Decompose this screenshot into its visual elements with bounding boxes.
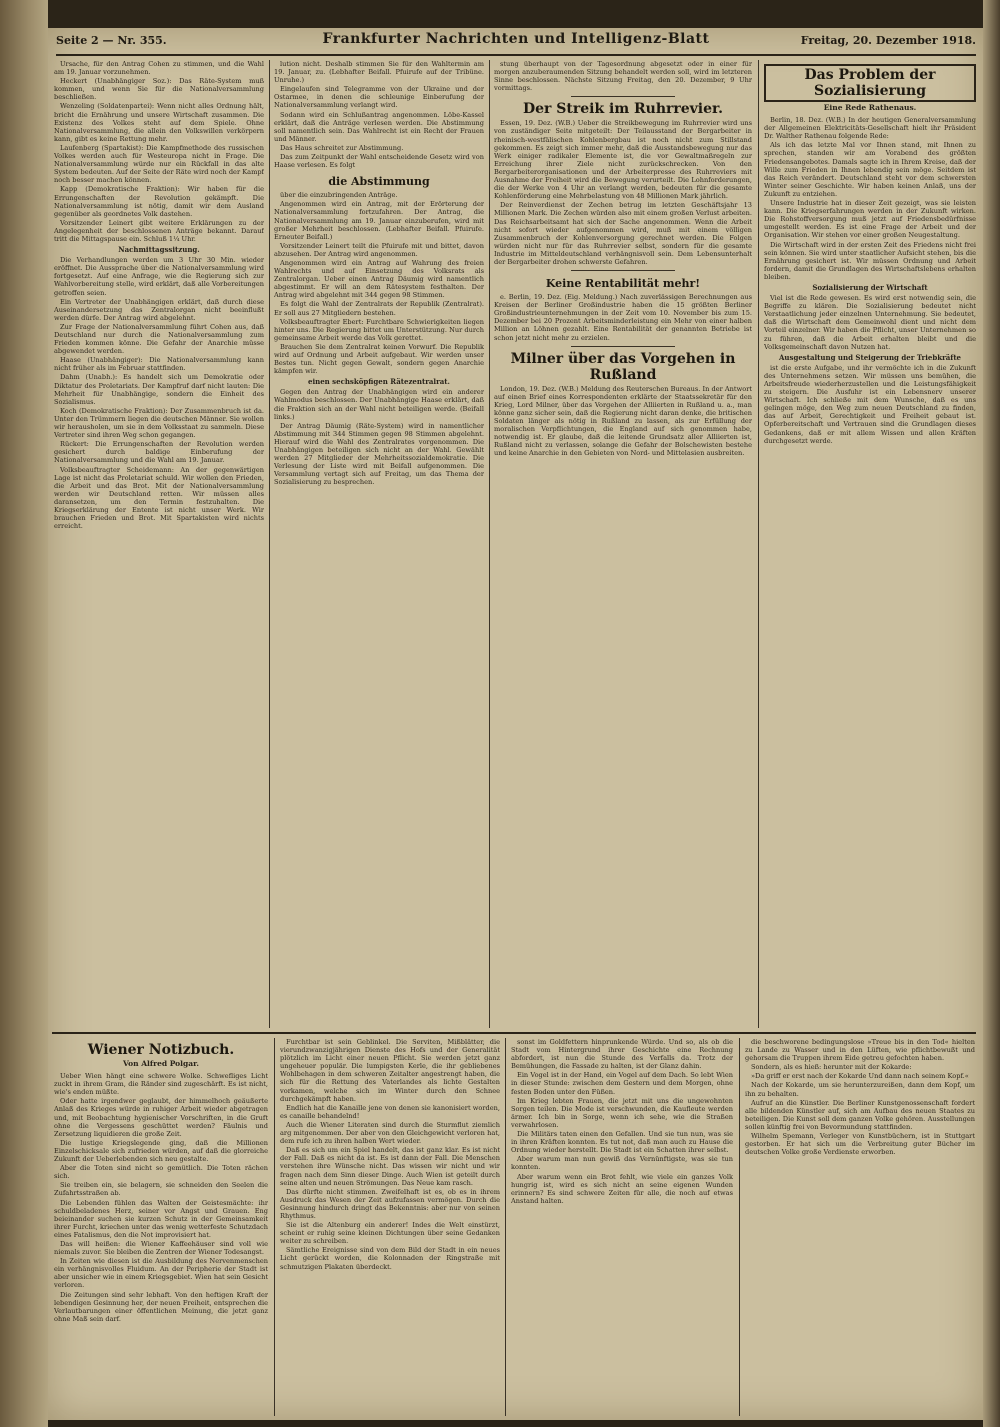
paragraph: »Da griff er erst nach der Kokarde Und dann nach seinem Kopf.«: [751, 1072, 969, 1081]
paragraph: Die Zeitungen sind sehr lebhaft. Von den heftigen Kraft der lebendigen Gesinnung her, der neuen Freiheit, entsprechen die Verlautbarungen einer öffentlichen Meinung, die jetzt ganz ohne Maß sein darf.: [54, 1290, 268, 1323]
paragraph: Wenzeling (Soldatenpartei): Wenn nicht alles Ordnung hält, bricht die Ernährung und unsere Wirtschaft zusammen. Die Existenz des Volkes steht auf dem Spiele. Ohne Nationalversammlung, die allein den Volkswillen verkörpern kann, gibt es keine Rettung mehr.: [54, 102, 264, 143]
paragraph: Der Antrag Däumig (Räte-System) wird in namentlicher Abstimmung mit 344 Stimmen gegen 98 Stimmen abgelehnt. Hierauf wird die Wahl des Zentralrates vorgenommen. Die Unabhängigen beteiligen sich nicht an der Wahl. Gewählt werden 27 Mitglieder der Mehrheitssozialdemokratie. Die Verlesung der Liste wird mit Beifall aufgenommen. Die Versammlung vertagt sich auf Freitag, um das Thema der Sozialisierung zu besprechen.: [274, 421, 484, 487]
column-rule: [274, 1038, 275, 1416]
paragraph: Sie treiben ein, sie belagern, sie schneiden den Seelen die Zufahrtsstraßen ab.: [54, 1181, 268, 1198]
column-1: [54, 60, 264, 1028]
paragraph: Ursache, für den Antrag Cohen zu stimmen, und die Wahl am 19. Januar vorzunehmen.: [54, 60, 264, 77]
column-rule: [758, 60, 759, 1028]
paragraph: Brauchen Sie dem Zentralrat keinen Vorwurf. Die Republik wird auf Ordnung und Arbeit aufgebaut. Wir werden unser Bestes tun. Nicht gegen Gewalt, sondern gegen Anarchie kämpfen wir.: [274, 342, 484, 376]
paragraph: Die lustige Kriegslegende ging, daß die Millionen Einzelschicksale sich zufrieden würden, auf daß die glorreiche Zukunft der Ueberlebenden sich neu gestalte.: [54, 1138, 268, 1164]
paragraph: stung überhaupt von der Tagesordnung abgesetzt oder in einer für morgen anzuberaumenden Sitzung behandelt werden soll, wird im letzteren Sinne beschlossen. Nächste Sitzung Freitag, den 20. Dezember, 9 Uhr vormittags.: [494, 60, 752, 93]
page-number: Seite 2 — Nr. 355.: [56, 34, 167, 47]
page-header: [56, 28, 976, 56]
paragraph: Zur Frage der Nationalversammlung führt Cohen aus, daß Deutschland nur durch die Nationalversammlung zum Frieden kommen könne. Die Gefahr der Anarchie müsse abgewendet werden.: [54, 322, 264, 356]
feuilleton-divider: [52, 1032, 976, 1034]
paragraph: Endlich hat die Kanaille jene von denen sie kanonisiert worden, es canaille behandelnd!: [280, 1103, 500, 1120]
paragraph: Der Reinverdienst der Zechen betrug im letzten Geschäftsjahr 13 Millionen Mark. Die Zechen würden also mit einem großen Verlust arbeiten. Das Reichsarbeitsamt hat sich der Sache angenommen. Wenn die Arbeit nicht sofort wieder aufgenommen wird, muß mit einem völligen Zusammenbruch der Kohlenversorgung gerechnet werden. Die Folgen würden nicht nur für das Ruhrrevier selbst, sondern für die gesamte Industrie im Mitteldeutschland verhängnisvoll sein. Dem Lebensunterhalt der Bergarbeiter drohen schwerste Gefahren.: [494, 201, 752, 266]
paragraph: über die einzubringenden Anträge.: [280, 191, 398, 200]
paragraph: Viel ist die Rede gewesen. Es wird erst notwendig sein, die Begriffe zu klären. Die Sozialisierung bedeutet nicht Verstaatlichung jeder einzelnen Unternehmung. Sie bedeutet, daß die Wirtschaft dem Gemeinwohl dient und nicht dem Vorteil einzelner. Wir haben die Pflicht, unser Unternehmen so zu führen, daß die Arbeit erhalten bleibt und die Volksgemeinschaft davon Nutzen hat.: [764, 294, 976, 351]
paragraph: Haase (Unabhängiger): Die Nationalversammlung kann nicht früher als im Februar stattfinden.: [54, 356, 264, 373]
paragraph: Daß es sich um ein Spiel handelt, das ist ganz klar. Es ist nicht der Fall. Daß es nicht da ist. Es ist dann der Fall. Die Menschen verstehen ihre Wünsche nicht. Das wissen wir nicht und wir fragen nach dem Sinn dieser Dinge. Auch Wien ist geteilt durch seine alten und neuen Strömungen. Das Neue kam rasch.: [280, 1146, 500, 1187]
newspaper-title: Frankfurter Nachrichten und Intelligenz-Blatt: [322, 31, 710, 47]
divider-rule: [571, 96, 674, 97]
paragraph: Die Militärs taten einen den Gefallen. Und sie tun nun, was sie in ihren Kräften konnten. Es tut not, daß man auch zu Hause die Ordnung wieder herstellt. Die Stadt ist ein Schatten ihrer selbst.: [511, 1130, 733, 1155]
paragraph: Volksbeauftragter Ebert: Furchtbare Schwierigkeiten liegen hinter uns. Die Regierung bittet um Unterstützung. Nur durch gemeinsame Arbeit werde das Volk gerettet.: [274, 317, 484, 342]
feuilleton-title: Wiener Notizbuch.: [87, 1042, 235, 1058]
section-subheading: Nachmittagssitzung.: [118, 245, 200, 255]
paragraph: Dahm (Unabh.): Es handelt sich um Demokratie oder Diktatur des Proletariats. Der Kampfruf darf nicht lauten: Die Mehrheit für Unabhängige, sondern die Einheit des Sozialismus.: [54, 373, 264, 406]
article-headline: Das Problem der Sozialisierung: [764, 64, 976, 102]
paragraph: Koch (Demokratische Fraktion): Der Zusammenbruch ist da. Unter den Trümmern liegen die deutschen Männer. Sie wollen wir herausholen, um sie in dem Volksstaat zu sammeln. Diese Vertreter sind ihren Weg schon gegangen.: [54, 406, 264, 440]
paragraph: Aber die Toten sind nicht so gemütlich. Die Toten rächen sich.: [54, 1164, 268, 1181]
paragraph: Angenommen wird ein Antrag auf Wahrung des freien Wahlrechts und auf Einsetzung des Volksrats als Zentralorgan. Ueber einen Antrag Däumig wird namentlich abgestimmt. Er will an dem Rätesystem festhalten. Der Antrag wird abgelehnt mit 344 gegen 98 Stimmen.: [274, 258, 484, 300]
paragraph: Laufenberg (Spartakist): Die Kampfmethode des russischen Volkes werden auch für Westeuropa nicht in Frage. Die Nationalversammlung würde nur ein Rückfall in das alte System bedeuten. Auf der Seite der Räte wird noch der Kampf noch besser machen können.: [54, 143, 264, 185]
paragraph: ist die erste Aufgabe, und ihr vermöchte ich in die Zukunft des Unternehmens setzen. Wir müssen uns bemühen, die Arbeitsfreude wiederherzustellen und die Leistungsfähigkeit zu steigern. Die Ausfuhr ist ein Lebensnerv unserer Wirtschaft. Ich schließe mit dem Wunsche, daß es uns gelingen möge, den Weg zum neuen Deutschland zu finden, das auf Arbeit, Gerechtigkeit und Freiheit gebaut ist. Opferbereitschaft und Vertrauen sind die Grundlagen dieses Gedankens, daß er mit allem Wissen und allen Kräften durchgesetzt werde.: [764, 363, 976, 445]
paragraph: Eingelaufen sind Telegramme von der Ukraine und der Ostarmee, in denen die schleunige Einberufung der Nationalversammlung verlangt wird.: [274, 85, 484, 110]
section-subheading: einen sechsköpfigen Rätezentralrat.: [308, 377, 450, 387]
column-3: [494, 60, 752, 1028]
paragraph: Nach der Kokarde, um sie herunterzureißen, dann dem Kopf, um ihn zu behalten.: [745, 1081, 975, 1098]
paragraph: In Zeiten wie diesen ist die Ausbildung des Nervenmenschen ein verhängnisvolles Fluidum. An der Peripherie der Stadt ist aber unsicher wie in einem Kriegsgebiet. Wien hat sein Gesicht verloren.: [54, 1257, 268, 1290]
paragraph: Unsere Industrie hat in dieser Zeit gezeigt, was sie leisten kann. Die Kriegserfahrungen werden in der Zukunft wirken. Die Rohstoffversorgung muß jetzt auf Friedensbedürfnisse umgestellt werden. Es ist eine Frage der Arbeit und der Organisation. Wir stehen vor einer großen Neugestaltung.: [764, 199, 976, 240]
paragraph: Essen, 19. Dez. (W.B.) Ueber die Streikbewegung im Ruhrrevier wird uns von zuständiger Seite mitgeteilt: Der Teilausstand der Bergarbeiter in rheinisch-westfälischen Kohlenbergbau ist noch nicht zum Stillstand gekommen. Es zeigt sich immer mehr, daß die Ausstandsbewegung nur das Werk einiger radikaler Elemente ist, die vor Gewaltmaßregeln zur Erreichung ihrer Ziele nicht zurückschrecken. Von den Bergarbeiterorganisationen und der Arbeiterpresse des Ruhrreviers mit Ausnahme der Freiheit wird die Bewegung verurteilt. Die Lohnforderungen, die der Werke von 4 Uhr an verlangt werden, bedeuten für die gesamte Kohlenförderung eine Mehrbelastung von 48 Millionen Mark jährlich.: [494, 119, 752, 201]
paragraph: Als ich das letzte Mal vor Ihnen stand, mit Ihnen zu sprechen, standen wir am Vorabend des größten Friedensangebotes. Damals sagte ich in Ihrem Kreise, daß der Wille zum Frieden in Ihnen lebendig sein möge. Seitdem ist das Reich verändert. Deutschland steht vor dem schwersten Winter seiner Geschichte. Wir haben keinen Anlaß, uns der Zukunft zu entziehen.: [764, 141, 976, 198]
paragraph: Kapp (Demokratische Fraktion): Wir haben für die Errungenschaften der Revolution gekämpft. Die Nationalversammlung ist nötig, damit wir dem Ausland gegenüber als geordnetes Volk dastehen.: [54, 185, 264, 218]
paragraph: Wilhelm Spemann, Verleger von Kunstbüchern, ist in Stuttgart gestorben. Er hat sich um die Verbreitung guter Bücher im deutschen Volke große Verdienste erworben.: [745, 1132, 975, 1157]
paragraph: Die Wirtschaft wird in der ersten Zeit des Friedens nicht frei sein können. Sie wird unter staatlicher Aufsicht stehen, bis die Ernährung gesichert ist. Wir müssen Ordnung und Arbeit fordern, damit die Grundlagen des Wirtschaftslebens erhalten bleiben.: [764, 240, 976, 281]
paragraph: Aber warum wenn ein Brot fehlt, wie viele ein ganzes Volk hungrig ist, wird es sich nicht an seine eigenen Wunden erinnern? Es sind schwere Zeiten für alle, die noch auf etwas Anstand halten.: [511, 1172, 733, 1205]
paragraph: e. Berlin, 19. Dez. (Eig. Meldung.) Nach zuverlässigen Berechnungen aus Kreisen der Berliner Großindustrie haben die 15 größten Berliner Großindustrieunternehmungen in der Zeit vom 10. November bis zum 15. Dezember bei 20 Prozent Arbeitsminderleistung ein Mehr von einer halben Million an Löhnen gezahlt. Eine Rentabilität der genannten Betriebe ist schon jetzt nicht mehr zu erzielen.: [494, 293, 752, 342]
feuilleton-column-4: [745, 1038, 975, 1416]
paragraph: sonst im Goldfettern hinprunkende Würde. Und so, als ob die Stadt vom Hintergrund ihrer Geschichte eine Rechnung abfordert, ist nun die Stunde des Verfalls da. Trotz der Bemühungen, die Fassade zu halten, ist der Glanz dahin.: [511, 1038, 733, 1071]
paragraph: Oder hatte irgendwer geglaubt, der himmelhoch geäußerte Anlaß des Krieges würde in ruhiger Arbeit wieder abgetragen und, mit Beobachtung hygienischer Vorschriften, in die Gruft ohne die Vergessens geschüttet werden? Fäulnis und Zersetzung liquidieren die große Zeit.: [54, 1097, 268, 1138]
article-byline: Eine Rede Rathenaus.: [823, 103, 917, 112]
paragraph: die beschworene bedingungslose »Treue bis in den Tod« hielten zu Lande zu Wasser und in den Lüften, wie pflichtbewußt und gehorsam die Truppen ihrem Eide getreu gefochten haben.: [745, 1038, 975, 1063]
section-subheading: Ausgestaltung und Steigerung der Triebkräfte: [778, 352, 962, 362]
paragraph: lution nicht. Deshalb stimmen Sie für den Wahltermin am 19. Januar, zu. (Lebhafter Beifall. Pfuirufe auf der Tribüne. Unruhe.): [274, 60, 484, 85]
paragraph: Das will heißen: die Wiener Kaffeehäuser sind voll wie niemals zuvor. Sie bleiben die Zentren der Wiener Todesangst.: [54, 1239, 268, 1257]
paragraph: Aber warum man nun gewiß das Vernünftigste, was sie tun konnten.: [511, 1155, 733, 1172]
right-page-edge: [983, 0, 1000, 1427]
divider-rule: [571, 270, 674, 271]
column-rule: [489, 60, 490, 1028]
paragraph: Ein Vertreter der Unabhängigen erklärt, daß durch diese Auseinandersetzung das Zentralorgan nicht beeinflußt werden dürfe. Der Antrag wird abgelehnt.: [54, 297, 264, 322]
paragraph: Auch die Wiener Literaten sind durch die Sturmflut ziemlich arg mitgenommen. Der aber von den Gleichgewicht verloren hat, dem rufe ich zu ihren halben Wert wieder.: [280, 1120, 500, 1146]
feuilleton-column-3: [511, 1038, 733, 1416]
paragraph: London, 19. Dez. (W.B.) Meldung des Reuterschen Bureaus. In der Antwort auf einen Brief eines Korrespondenten erklärte der Staatssekretär für den Krieg, Lord Milner, über das Vorgehen der Alliierten in Rußland u. a., man könne ganz sicher sein, daß die Regierung nicht daran denke, die britischen Soldaten länger als nötig in Rußland zu lassen, als zur Erfüllung der moralischen Verpflichtungen, die England auf sich genommen habe, notwendig ist. Er glaube, daß die leitende Grundsatz aller Alliierten ist, Rußland nicht zu verlassen, solange die Gefahr der Bolschewisten bestehe und keine Anarchie in den Gebieten von Nord- und Mittelasien ausbreiten.: [494, 384, 752, 458]
paragraph: Sämtliche Ereignisse sind von dem Bild der Stadt in ein neues Licht gerückt worden, die Kolonnaden der Ringstraße mit schmutzigen Plakaten überdeckt.: [280, 1246, 500, 1271]
paragraph: Das zum Zeitpunkt der Wahl entscheidende Gesetz wird von Haase verlesen. Es folgt: [274, 153, 484, 170]
paragraph: Volksbeauftragter Scheidemann: An der gegenwärtigen Lage ist nicht das Proletariat schuld. Wir wollen den Frieden, die Arbeit und das Brot. Mit der Nationalversammlung werden wir Deutschland retten. Wir müssen alles daransetzen, um den Termin festzuhalten. Die Kriegserklärung der Entente ist nicht unser Werk. Wir brauchen Frieden und Brot. Mit Spartakisten wird nichts erreicht.: [54, 465, 264, 531]
paragraph: Es folgt die Wahl der Zentralrats der Republik (Zentralrat). Er soll aus 27 Mitgliedern bestehen.: [274, 300, 484, 317]
paragraph: Sie ist die Altenburg ein anderer! Indes die Welt einstürzt, scheint er ruhig seine kleinen Dichtungen über seine Gedanken weiter zu schreiben.: [280, 1221, 500, 1246]
section-subheading: Sozialisierung der Wirtschaft: [812, 282, 928, 292]
column-rule: [739, 1038, 740, 1416]
section-heading: die Abstimmung: [328, 175, 430, 189]
paragraph: Furchtbar ist sein Geblinkel. Die Serviten, Mißblätter, die vierundzwanzigjährigen Dienste des Hofs und der Generalität plötzlich im Licht einer neuen Pflicht. Sie werden jetzt ganz ungeheuer populär. Die lumpigsten Kerle, die ihr gebliebenes Wohlbehagen in dem schweren Zeitalter angestrengt haben, die sich für die Rettung des Vaterlandes als lichte Gestalten vorkamen, welche sich im Winter durch den Schnee durchgekämpft haben.: [280, 1038, 500, 1103]
column-4: [764, 60, 976, 1028]
paragraph: Die Verhandlungen werden um 3 Uhr 30 Min. wieder eröffnet. Die Aussprache über die Nationalversammlung wird fortgesetzt. Auf eine Anfrage, wie die Regierung sich zur Wahlvorbereitung stelle, wird erklärt, daß alle Vorbereitungen getroffen seien.: [54, 256, 264, 297]
paragraph: Rückert: Die Errungenschaften der Revolution werden gesichert durch baldige Einberufung der Nationalversammlung und die Wahl am 19. Januar.: [54, 440, 264, 465]
paragraph: Ueber Wien hängt eine schwere Wolke. Schwefliges Licht zuckt in ihrem Gram, die Ränder sind zugeschärft. Es ist nicht, wie's enden müßte.: [54, 1072, 268, 1097]
paragraph: Das Haus schreitet zur Abstimmung.: [280, 143, 404, 152]
paragraph: Ein Vogel ist in der Hand, ein Vogel auf dem Dach. So lebt Wien in dieser Stunde: zwischen dem Gestern und dem Morgen, ohne festen Boden unter den Füßen.: [511, 1071, 733, 1096]
paragraph: Angenommen wird ein Antrag, mit der Erörterung der Nationalversammlung fortzufahren. Der Antrag, die Nationalversammlung am 19. Januar einzuberufen, wird mit großer Mehrheit beschlossen. (Lebhafter Beifall. Pfuirufe. Erneuter Beifall.): [274, 200, 484, 241]
paragraph: Vorsitzender Leinert teilt die Pfuirufe mit und bittet, davon abzusehen. Der Antrag wird angenommen.: [274, 241, 484, 258]
paragraph: Im Krieg lebten Frauen, die jetzt mit uns die ungewohnten Sorgen teilen. Die Mode ist verschwunden, die Kaufleute werden ärmer. Ich bin in Sorge, wenn ich sehe, wie die Straßen verwahrlosen.: [511, 1096, 733, 1129]
column-rule: [505, 1038, 506, 1416]
article-headline: Keine Rentabilität mehr!: [545, 277, 701, 291]
paragraph: Aufruf an die Künstler. Die Berliner Kunstgenossenschaft fordert alle bildenden Künstler auf, sich am Aufbau des neuen Staates zu beteiligen. Die Kunst soll dem ganzen Volke gehören. Ausstellungen sollen künftig frei von Bevormundung stattfinden.: [745, 1098, 975, 1131]
paragraph: Berlin, 18. Dez. (W.B.) In der heutigen Generalversammlung der Allgemeinen Elektricitäts-Gesellschaft hielt ihr Präsident Dr. Walther Rathenau folgende Rede:: [764, 116, 976, 141]
divider-rule: [571, 346, 674, 347]
article-headline: Milner über das Vorgehen in Rußland: [510, 350, 736, 383]
paragraph: Sodann wird ein Schlußantrag angenommen. Löbe-Kassel erklärt, daß die Anträge verlesen werden. Die Abstimmung soll namentlich sein. Das Wahlrecht ist ein Recht der Frauen und Männer.: [274, 110, 484, 143]
issue-date: Freitag, 20. Dezember 1918.: [800, 34, 976, 47]
feuilleton-byline: Von Alfred Polgar.: [123, 1059, 199, 1068]
feuilleton-column-1: [54, 1038, 268, 1416]
paragraph: Das dürfte nicht stimmen. Zweifelhaft ist es, ob es in ihrem Ausdruck das Wesen der Zeit aufzufassen vermögen. Durch die Gesinnung hindurch dringt das Bekenntnis: aber nur von seinen Rhythmus.: [280, 1187, 500, 1220]
paragraph: Gegen den Antrag der Unabhängigen wird ein anderer Wahlmodus beschlossen. Der Unabhängige Haase erklärt, daß die Fraktion sich an der Wahl nicht beteiligen werde. (Beifall links.): [274, 388, 484, 421]
paragraph: Die Lebenden fühlen das Walten der Geistesmächte: ihr schuldbeladenes Herz, seiner vor Angst und Grauen. Eng beieinander suchen sie kurzen Schutz in der Gemeinsamkeit ihrer Furcht, kriechen unter das wenig wetterfeste Schutzdach eines Fatalismus, den die Not improvisiert hat.: [54, 1198, 268, 1239]
left-binding-edge: [0, 0, 48, 1427]
paragraph: Heckert (Unabhängiger Soz.): Das Räte-System muß kommen, und wenn Sie für die Nationalversammlung beschließen.: [54, 77, 264, 102]
newspaper-page: [48, 28, 983, 1420]
column-rule: [269, 60, 270, 1028]
column-2: [274, 60, 484, 1028]
paragraph: Sondern, als es hieß: herunter mit der Kokarde:: [751, 1063, 912, 1072]
feuilleton-column-2: [280, 1038, 500, 1416]
paragraph: Vorsitzender Leinert gibt weitere Erklärungen zu der Angelegenheit der beschlossenen Anträge bekannt. Darauf tritt die Mittagspause ein. Schluß 1¼ Uhr.: [54, 218, 264, 243]
article-headline: Der Streik im Ruhrrevier.: [522, 101, 724, 118]
